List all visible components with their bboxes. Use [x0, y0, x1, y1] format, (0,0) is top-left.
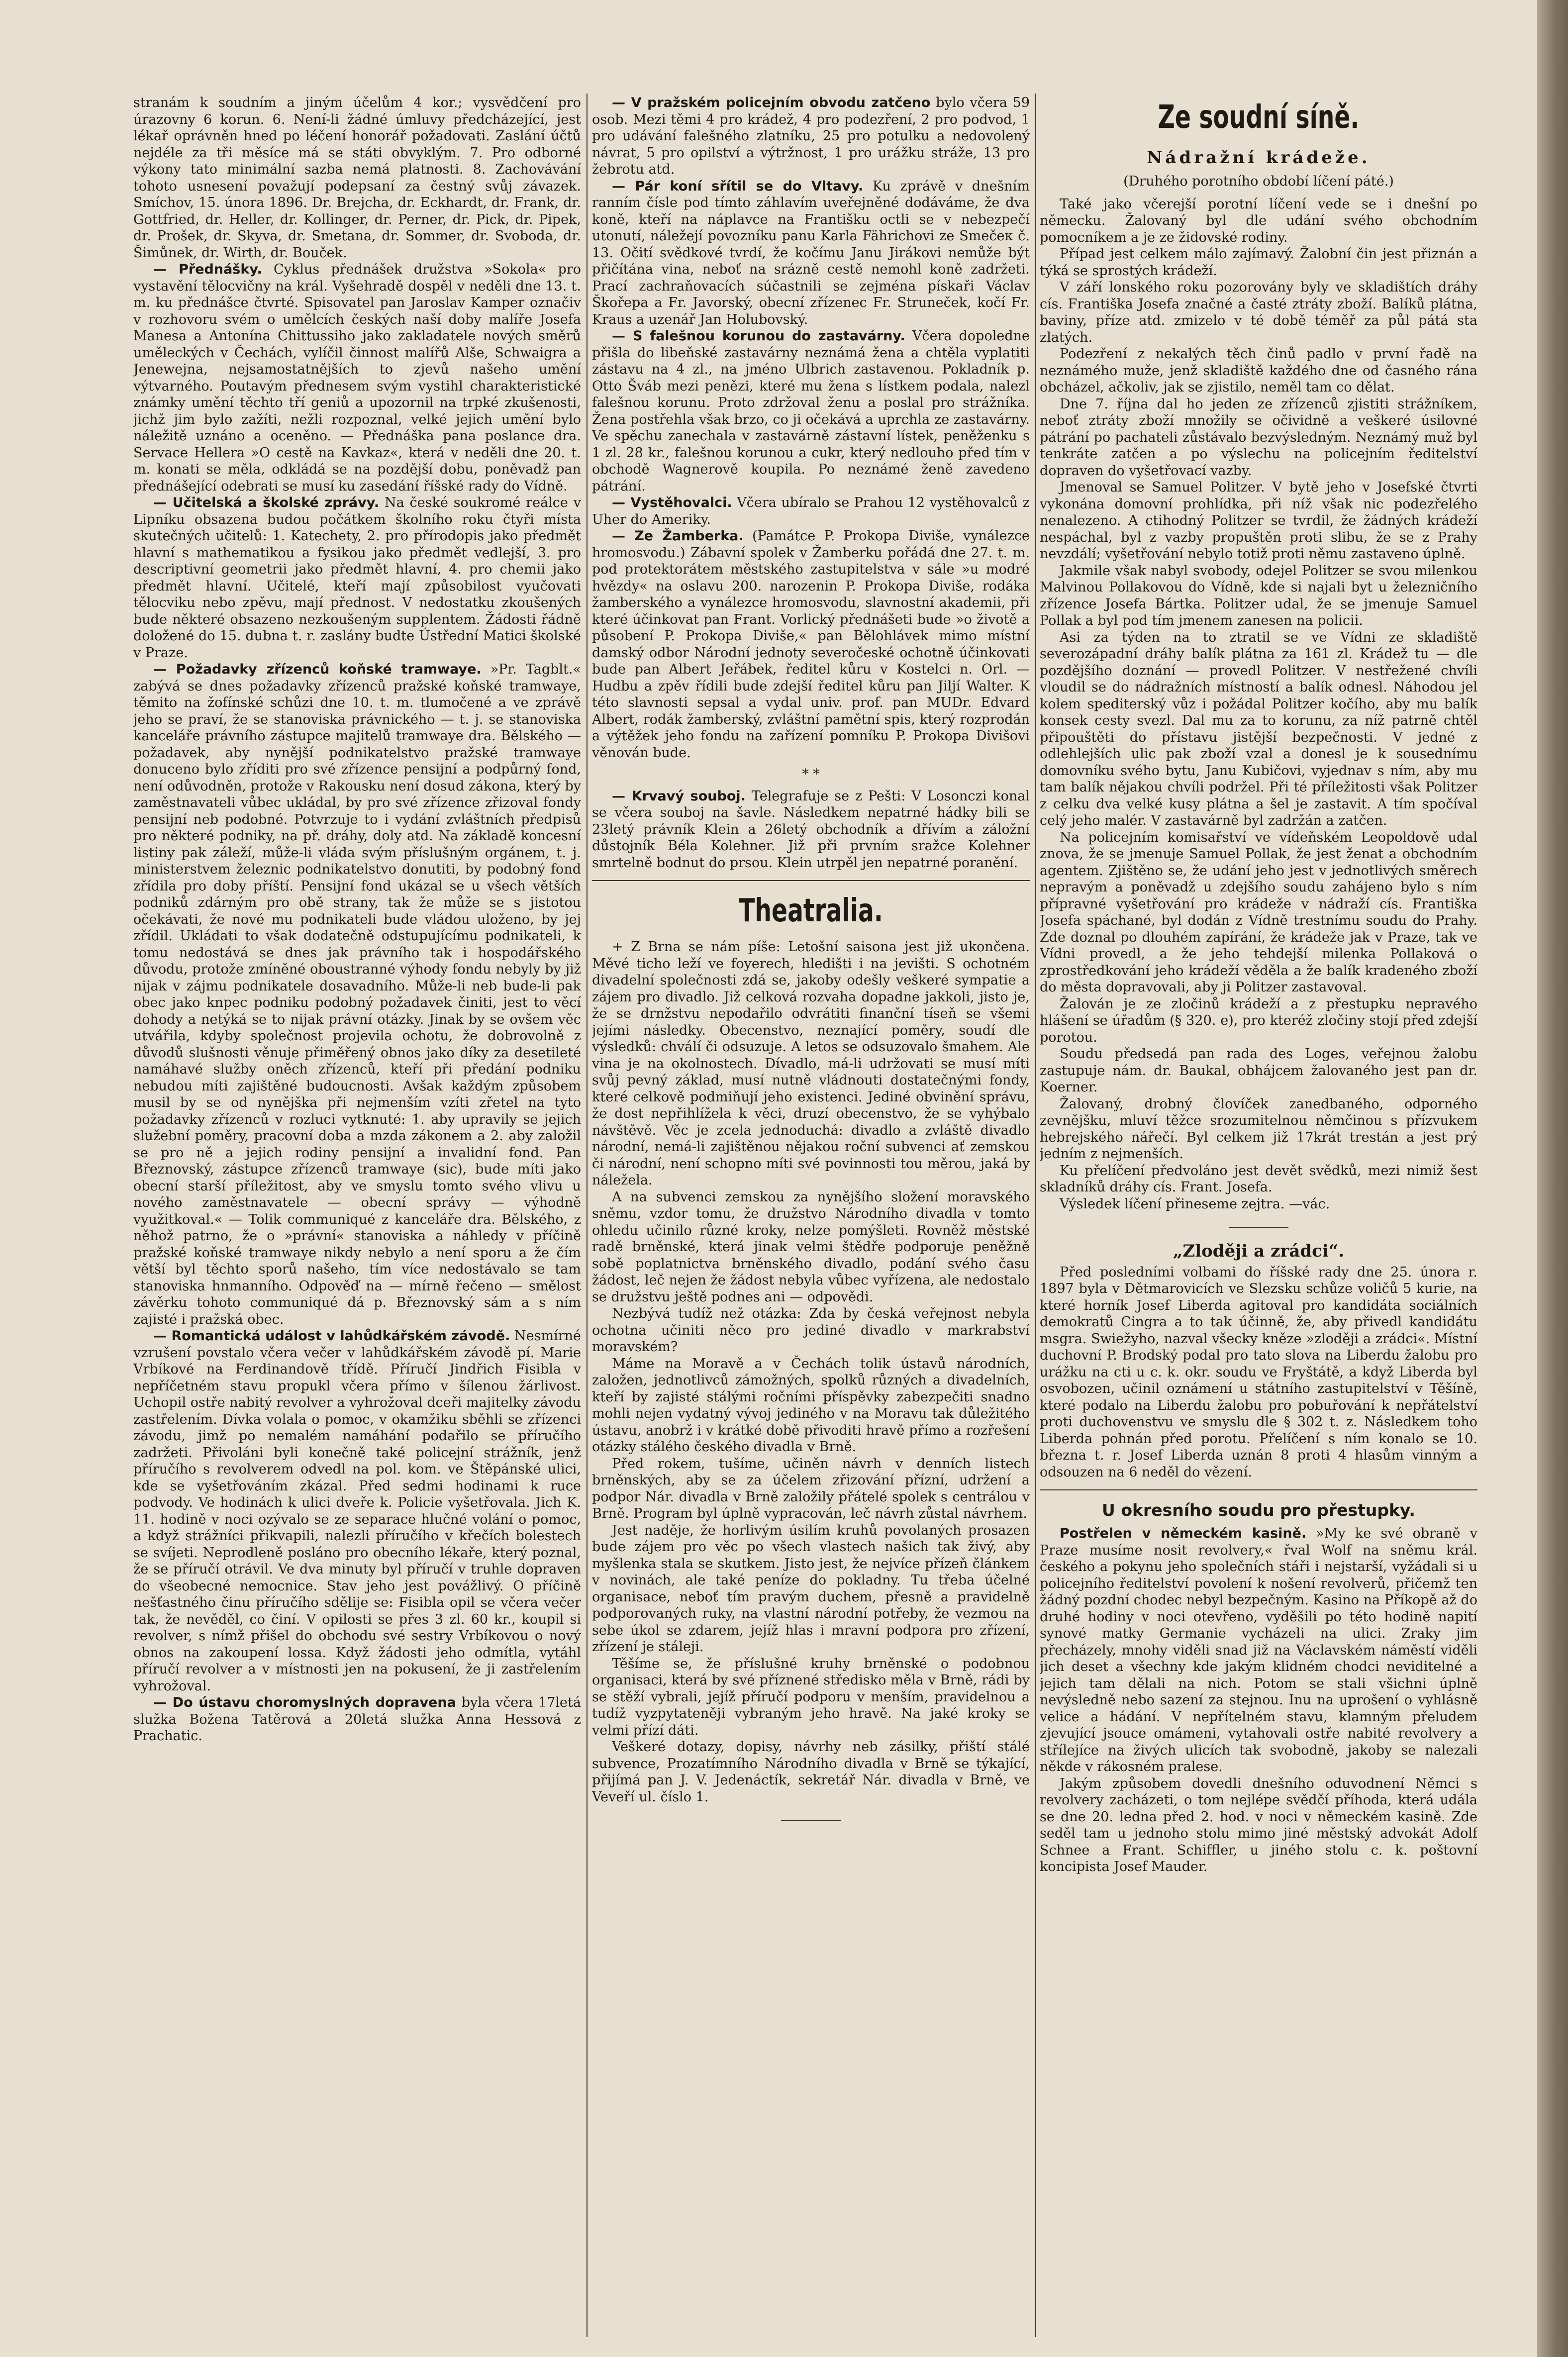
article-text: »Pr. Tagblt.« zabývá se dnes požadavky zřízenců pražské koňské tramwaye, těmito na žofínské schůzi dne 10. t. m. tlumočené a ve zprávě jeho se praví, že se stanoviska právnického — t. j. se stanoviska kanceláře právního zástupce majitelů tramwaye dra. Bělského — požadavek, aby nynější podnikatelstvo pražské tramwaye donuceno bylo zříditi pro své zřízence pensijní a podpůrný fond, není odůvodněn, protože v Rakousku není dosud zákona, který by zaměstnavateli vůbec ukládal, by pro své zřízence zřizoval fondy pensijní neb podobné. Potvrzuje to i vydání zvláštních předpisů pro některé podniky, na př. dráhy, doly atd. Na základě koncesní listiny pak záleží, může-li vláda svým příslušným orgánem, t. j. ministerstvem železnic podnikatelstvo donutiti, by podobný fond zřídila pro doby příští. Pensijní fond ukázal se u všech větších podniků zdárným pro obě strany, tak že může se s jistotou očekávati, že nové mu podnikateli bude vládou uloženo, by jej zřídil. Ukládati to však dodatečně odstupujícímu podnikateli, k tomu nedostává se dnes jak právního tak i hospodářského důvodu, protože zmíněné oboustranné výhody fondu nebyly by již nijak v zájmu podnikatele dosavadního. Může-li neb bude-li pak obec jako knpec podniku podobný požadavek činiti, jest to věcí dohody a netýká se to nijak právní otázky. Jinak by se ovšem věc utvářila, kdyby společnost projevila ochotu, že dobrovolně z důvodů slušnosti věnuje přiměřený obnos jako díky za desetileté namáhavé služby oněch zřízenců, kteří při předání podniku nebudou míti zajištěné budoucnosti. Avšak každým způsobem musil by se od nynějška při nejmenším vzíti zřetel na tyto požadavky zřízenců v rozluci vytknuté: 1. aby upravily se jejich služební poměry, pracovní doba a mzda zákonem a 2. aby založil se pro ně a jejich rodiny pensijní a invalidní fond. Pan Březnovský, zástupce zřízenců tramwaye (sic), bude míti jako obecní starší příležitost, aby ve smyslu tomto svého vlivu u nového zaměstnavatele — obecní správy — výhodně využitkoval.« — Tolik communiqué z kanceláře dra. Bělského, z něhož patrno, že o »právní« stanoviska a náhledy v příčině pražské koňské tramwaye nikdy nebylo a není sporu a že čím větší byl těchto sporů našeho, tím více nedostávalo se tam stanoviska hnmanního. Odpověď na — mírně řečeno — smělost závěrku tohoto communiqué dá p. Březnovský sám a s ním zajisté i pražská obec.	[133, 662, 581, 1327]
article	[133, 1328, 581, 1694]
column-rule	[1035, 94, 1036, 2337]
article-text: Jakým způsobem dovedli dnešního oduvodnení Němci s revolvery zacházeti, o tom nejlépe svědčí příhoda, která udála se dne 20. ledna před 2. hod. v noci v německém kasině. Zde seděl tam u jednoho stolu mimo jiné městský advokát Adolf Schnee a Frant. Schiffler, u jiného stolu c. k. poštovní koncipista Josef Mauder.	[1040, 1775, 1477, 1874]
article-text: Těšíme se, že příslušné kruhy brněnské o podobnou organisaci, která by své příznené středisko měla v Brně, rádi by se stěží vybrali, jejíž příručí podporu v menším, pravidelnou a tudíž vyzpytateněji vybraným jeho hravě. Na jaké kroky se velmi přízí dáti.	[592, 1656, 1030, 1738]
article-text: Podezření z nekalých těch činů padlo v první řadě na neznámého muže, jenž skladiště každého dne od časného rána obcházel, ačkoliv, jak se zjistilo, neměl tam co dělat.	[1040, 346, 1477, 395]
article	[592, 528, 1030, 761]
article-heading: — V pražském policejním obvodu zatčeno	[612, 95, 931, 110]
article-heading: — Romantická událost v lahůdkářském závodě.	[153, 1328, 510, 1344]
article	[592, 95, 1030, 178]
article-text: Na české soukromé reálce v Lipníku obsazena budou počátkem školního roku čtyři místa skutečných učitelů: 1. Katechety, 2. pro přírodopis jako předmět hlavní s mathematikou a fysikou jako předmět vedlejší, 3. pro descriptivní geometrii jako předmět hlavní, 4. pro chemii jako předmět hlavní. Učitelé, kteří mají způsobilost vyučovati tělocviku nebo zpěvu, mají přednost. V nedostatku zkoušených bude některé obsazeno nezkoušeným supplentem. Žádosti řádně doložené do 15. dubna t. r. zaslány budte Ústřední Matici školské v Praze.	[133, 495, 581, 661]
article-text: Včera dopoledne přišla do libeňské zastavárny neznámá žena a chtěla vyplatiti zástavu na 4 zl., na jméno Ulbrich zastavenou. Pokladník p. Otto Šváb mezi penězi, které mu žena s lístkem podala, nalezl falešnou korunu. Proto zdržoval ženu a poslal pro strážníka. Žena postřehla však brzo, co ji očekává a uprchla ze zastavárny. Ve spěchu zanechala v zastavárně zástavní lístek, peněženku s 1 zl. 28 kr., falešnou korunou a cukr, který nedlouho před tím v obchodě Wagnerově koupila. Po neznámé ženě zavedeno pátrání.	[592, 328, 1030, 494]
article	[592, 788, 1030, 872]
column-left	[133, 95, 581, 2343]
article-text: Výsledek líčení přineseme zejtra. —vác.	[1060, 1196, 1330, 1212]
article-heading: — Vystěhovalci.	[612, 495, 732, 510]
section-banner-theatralia: Theatralia.	[739, 892, 883, 929]
article-subtitle: (Druhého porotního období líčení páté.)	[1123, 174, 1394, 189]
article-text: A na subvenci zemskou za nynějšího složení moravského sněmu, vzdor tomu, že družstvo Národního divadla v tomto ohledu učinilo různé kroky, nelze pomýšleti. Rovněž městské radě brněnské, která jinak velmi štědře podporuje peněžně sobě poplatnictva brněnského divadlo, podání svého času žádost, leč nejen že žádost nebyla vůbec vyřízena, ale nedostalo se družstvu ještě podnes ani — odpovědi.	[592, 1189, 1030, 1305]
article	[1040, 1525, 1477, 1775]
section-rule	[1229, 1227, 1288, 1228]
section-banner-court: Ze soudní síně.	[1158, 99, 1360, 136]
article-text: Ku přelíčení předvoláno jest devět svědků, mezi nimiž šest skladníků dráhy cís. Frant. Josefa.	[1040, 1163, 1477, 1195]
article-text: Žalován je ze zločinů krádeží a z přestupku nepravého hlášení se úřadům (§ 320. e), pro kteréž zločiny stojí před zdejší porotou.	[1040, 996, 1477, 1045]
column-rule	[587, 94, 588, 2337]
article-text: Také jako včerejší porotní líčení vede se i dnešní po německu. Žalovaný byl dle udání svého obchodním pomocníkem a je ze židovské rodiny.	[1040, 196, 1477, 245]
article-text: Asi za týden na to ztratil se ve Vídni ze skladiště severozápadní dráhy balík plátna za 161 zl. Krádež tu — dle pozdějšího doznání — provedl Politzer. V nestřežené chvíli vloudil se do nádražních místností a balík odnesl. Náhodou jel kolem spediterský vůz i požádal Politzer kočího, aby mu balík konsek cesty svezl. Dal mu za to korunu, za níž patrně chtěl připouštěti do přístavu jistější bezpečnosti. V jedné z odlehlejších ulic pak zboží vzal a donesl je k sousednímu domovníku svého bytu, Janu Kubičovi, vyjednav s ním, aby mu tam balík nějakou chvíli podržel. Při té příležitosti však Politzer z celku dva velké kusy plátna a šel je zastavit. A tím spočíval celý jeho malér. V zastavárně byl zadržán a zatčen.	[1040, 629, 1477, 828]
article-text: + Z Brna se nám píše: Letošní saisona jest již ukončena. Měvé ticho leží ve foyerech, hledišti i na jevišti. S ochotném divadelní společnosti zdá se, jakoby odešly veškeré sympatie a zájem pro divadlo. Již celková rozvaha dopadne jakkoli, jisto je, že se drnžstvu nepodařilo odvrátiti finanční tíseň se všemi jejími následky. Obecenstvo, neznající poměry, soudí dle výsledků: chválí či odsuzuje. A letos se odsuzovalo šmahem. Ale vina je na okolnostech. Dívadlo, má-li udržovati se musí míti svůj pevný základ, musí nutně vládnouti dostatečnými fondy, které celkově podmiňují jeho existenci. Jediné obvinění správu, že dost nepřihlížela k věci, druzí obecenstvo, že se vyhýbalo návštěvě. Věc je zcela jednoduchá: divadlo a zvláště divadlo národní, nemá-li zajištěnou nějakou roční subvenci ať zemskou či národní, není schopno míti své povinnosti tou měrou, jaká by náležela.	[592, 939, 1030, 1188]
article-heading: — Pár koní sřítil se do Vltavy.	[612, 178, 864, 194]
article-text: Včera ubíralo se Prahou 12 vystěhovalců z Uher do Ameriky.	[592, 495, 1030, 527]
article-subheading: „Zloději a zrádci“.	[1173, 1241, 1345, 1261]
article-subheading: Nádražní krádeže.	[1147, 148, 1371, 168]
article-text: Soudu předsedá pan rada des Loges, veřejnou žalobu zastupuje nám. dr. Baukal, obhájcem žalovaného jest pan dr. Koerner.	[1040, 1046, 1477, 1095]
article-text: Máme na Moravě a v Čechách tolik ústavů národních, založen, jednotlivců zámožných, spolků různých a divadelních, kteří by zajisté stálými ročními příspěvky zabezpečiti snadno mohli nejen vydatný vývoj jediného v na Moravu tak důležitého ústavu, anobrž i v krátké době přivoditi hravě přímo a rozřešení otázky stálého českého divadla v Brně.	[592, 1356, 1030, 1455]
article-heading: Postřelen v německém kasině.	[1060, 1526, 1307, 1541]
column-middle	[592, 95, 1030, 2343]
article-heading: — Učitelská a školské zprávy.	[153, 495, 380, 510]
article-heading: — Požadavky zřízenců koňské tramwaye.	[153, 662, 482, 677]
article	[592, 178, 1030, 328]
article-heading: — Krvavý souboj.	[612, 788, 746, 804]
article	[133, 261, 581, 494]
article-text: Jakmile však nabyl svobody, odejel Politzer se svou milenkou Malvinou Pollakovou do Vídně, kde si najali byt u železničního zřízence Josefa Bártka. Politzer udal, že se jmenuje Samuel Pollak a byl pod tím jmenem zanesen na policii.	[1040, 563, 1477, 628]
column-right	[1040, 95, 1477, 2343]
article-text: stranám k soudním a jiným účelům 4 kor.; vysvědčení pro úrazovny 6 korun. 6. Není-li žádné úmluvy předcházející, jest lékař oprávněn hned po léčení honorář požadovati. Zaslání účtů nejdéle za tři měsíce má se státi obvyklým. 7. Pro odborné výkony tato minimální sazba nemá platnosti. 8. Zachovávání tohoto usnesení považují podepsaní za čestný svůj závazek. Smíchov, 15. února 1896. Dr. Brejcha, dr. Eckhardt, dr. Frank, dr. Gottfried, dr. Heller, dr. Kollinger, dr. Perner, dr. Pick, dr. Pipek, dr. Prošek, dr. Skyva, dr. Smetana, dr. Sommer, dr. Svoboda, dr. Šimůnek, dr. Wirth, dr. Bouček.	[133, 95, 581, 261]
end-rule	[781, 1820, 841, 1821]
article-heading: — Přednášky.	[153, 262, 262, 277]
article-text: V září lonského roku pozorovány byly ve skladištích dráhy cís. Františka Josefa značné a časté ztráty zboží. Balíků plátna, baviny, příze atd. zmizelo v té době téměř za půl pátá sta zlatých.	[1040, 280, 1477, 345]
section-heading: U okresního soudu pro přestupky.	[1102, 1500, 1415, 1520]
article-text: Nezbývá tudíž než otázka: Zda by česká veřejnost nebyla ochotna učiniti něco pro jediné divadlo v markrabství moravském?	[592, 1306, 1030, 1355]
article	[133, 661, 581, 1328]
article-text: Dne 7. října dal ho jeden ze zřízenců zjistiti strážníkem, neboť ztráty zboží množily se očividně a veškeré úsilovné pátrání po pachateli zůstávalo bezvýsledným. Neznámý muž byl tenkráte zatčen a po výslechu na policejním ředitelství dopraven do vyšetřovací vazby.	[1040, 396, 1477, 479]
article-text: Cyklus přednášek družstva »Sokola« pro vystavění tělocvičny na král. Vyšehradě dospěl v neděli dne 13. t. m. ku přednášce čtvrté. Spisovatel pan Jaroslav Kamper označiv v rozhovoru svém o umělcích českých naší doby malíře Josefa Manesa a Antonína Chittussiho jako zakladatele nových směrů uměleckých v Čechách, vylíčil činnost malířů Alše, Schwaigra a Jenewejna, nejsamostatnějších to zjevů našeho umění výtvarného. Poutavým přednesem svým vystihl charakteristické známky umění těchto tří geniů a upozornil na trpké zkušenosti, jichž jim bylo zažíti, nežli rozpoznal, velké jejich umění bylo náležitě uznáno a oceněno. — Přednáška pana poslance dra. Servace Hellera »O cestě na Kavkaz«, která v neděli dne 20. t. m. konati se měla, odkládá se na pozdější dobu, poněvadž pan přednášející odebrati se musí ku zasedání říšské rady do Vídně.	[133, 262, 581, 494]
article-text: Žalovaný, drobný človíček zanedbaného, odporného zevnějšku, mluví těžce srozumitelnou němčinou s přízvukem hebrejského nářečí. Byl celkem již 17krát trestán a jest prý jedním z nejmenších.	[1040, 1096, 1477, 1162]
article-text: Na policejním komisařství ve vídeňském Leopoldově udal znova, že se jmenuje Samuel Pollak, že jest ženat a obchodním agentem. Zjištěno se, že udání jeho jest v jednotlivých směrech nepravým a poněvadž u zdejšího soudu zahájeno bylo s ním přípravné vyšetřování pro krádeže v nádraží cís. Františka Josefa spáchané, byl dodán z Vídně trestnímu soudu do Prahy. Zde doznal po dlouhém zapírání, že krádeže jak v Praze, tak ve Vídni provedl, a že jeho tehdejší milenka Pollaková o zprostředkování jeho krádeží věděla a že balík kradeného zboží do města dopravovali, aby ji Politzer zastavoval.	[1040, 829, 1477, 995]
article-text: Telegrafuje se z Pešti: V Losonczi konal se včera souboj na šavle. Následkem nepatrné hádky bili se 23letý právník Klein a 26letý obchodník a dřívím a záložní důstojník Béla Kolehner. Již při prvním sražce Kolehner smrtelně bodnut do prsou. Klein utrpěl jen nepatrné poranění.	[592, 788, 1030, 871]
article	[133, 1694, 581, 1745]
article-text: Před rokem, tušíme, učiněn návrh v denních listech brněnských, aby se za účelem zřizování přízní, udržení a podpor Nár. divadla v Brně založily přátelé spolek s centrálou v Brně. Program byl úplně vypracován, leč návrh zůstal návrhem.	[592, 1456, 1030, 1521]
article-text: (Památce P. Prokopa Diviše, vynálezce hromosvodu.) Zábavní spolek v Žamberku pořádá dne 27. t. m. pod protektorátem městského zastupitelstva v sále »u modré hvězdy« na oslavu 200. narozenin P. Prokopa Diviše, rodáka žamberského a vynálezce hromosvodu, slavnostní akademii, při které účinkovat pan Frant. Vorlický přednášeti bude »o životě a působení P. Prokopa Diviše,« pan Bělohlávek mimo místní damský odbor Národní jednoty severočeské ochotně účinkovati bude pan Albert Jeřábek, ředitel kůru v Kostelci n. Orl. — Hudbu a zpěv řídili bude zdejší ředitel kůru pan Jiljí Walter. K této slavnosti sepsal a vydal univ. prof. pan MUDr. Edvard Albert, rodák žamberský, zvláštní pamětní spis, který rozprodán a výtěžek jeho fondu na zařízení pomníku P. Prokopa Divišovi věnován bude.	[592, 528, 1030, 761]
article	[133, 494, 581, 661]
article-text: byla včera 17letá služka Božena Tatěrová a 20letá služka Anna Hessová z Prachatic.	[133, 1695, 581, 1744]
article-text: Před posledními volbami do říšské rady dne 25. února r. 1897 byla v Dětmarovicích ve Slezsku schůze voličů 5 kurie, na které horník Josef Liberda agitoval pro kandidáta sociálních demokratů Cingra a to tak účinně, že, aby přivedl kandidátu msgra. Swiežyho, nazval všecky kněze »zloději a zrádci«. Místní duchovní P. Brodský podal pro tato slova na Liberdu žalobu pro urážku na cti u c. k. okr. soudu ve Fryštátě, a když Liberda byl osvobozen, učinil oznámení u státního zastupitelství v Těšíně, které podalo na Liberdu žalobu pro pobuřování k nepřátelství proti duchovenstvu ve smyslu dle § 302 t. z. Následkem toho Liberda pohnán před porotu. Přelíčení s ním konalo se 10. března t. r. Josef Liberda uznán 8 proti 4 hlasům vinným a odsouzen na 6 neděl do vězení.	[1040, 1264, 1477, 1480]
article-heading: — S falešnou korunou do zastavárny.	[612, 328, 905, 344]
article-text: »My ke své obraně v Praze musíme nosit revolvery,« řval Wolf na sněmu král. českého a pokynu jeho společních stáři i nejstarší, vyžádali si u policejního ředitelství povolení k nošení revolverů, přičemž ten žádný pozdní chodec nebyl bezpečným. Kasino na Příkopě až do druhé hodiny v noci otevřeno, vyděšili po této hodině napití synové matky Germanie vycházeli na ulici. Zraky jim přecházely, mnohy viděli snad již na Václavském náměstí viděli jich deset a všechny kde jakým klidném chodci neviditelné a jejich tam dělali na nich. Potom se stali všichni úplně nevýsledně nebo sazení za stejnou. Inu na uprošení o vyhlásně velice a hádání. V nepřítelném stavu, klamným přeludem zjevující jsouce omámeni, vytahovali ostře nabité revolvery a střílejíce na živých ulicích tak svobodně, jakoby se nalezali někde v rákosném pralese.	[1040, 1526, 1477, 1774]
article-text: Jest naděje, že horlivým úsilím kruhů povolaných prosazen bude zájem pro věc po všech vlastech našich tak živý, aby myšlenka stala se skutkem. Jisto jest, že nejvíce přízeň článkem v novinách, ale také peníze do pokladny. Tu třeba účelné organisace, neboť tím pravým duchem, přesně a pravidelně podporovaných ruky, na vlastní národní potřeby, že vezmou na sebe úkol se zdarem, jejíž hlas i mravní podpora pro zřízení, zřízení je stáleji.	[592, 1522, 1030, 1655]
article-text: Veškeré dotazy, dopisy, návrhy neb zásilky, přiští stálé subvence, Prozatímního Národního divadla v Brně se týkající, přijímá pan J. V. Jedenáctík, sekretář Nár. divadla v Brně, ve Veveří ul. číslo 1.	[592, 1739, 1030, 1805]
article-text: bylo včera 59 osob. Mezi těmi 4 pro krádež, 4 pro podezření, 2 pro podvod, 1 pro udávání falešného zlatníku, 25 pro potulku a nedovolený návrat, 5 pro opilství a výtržnost, 1 pro urážku stráže, 13 pro žebrotu atd.	[592, 95, 1030, 177]
article-text: Případ jest celkem málo zajímavý. Žalobní čin jest přiznán a týká se sprostých krádeží.	[1040, 246, 1477, 279]
page-edge	[1537, 0, 1568, 2357]
section-divider	[592, 880, 1030, 881]
article-text: Nesmírné vzrušení povstalo včera večer v lahůdkářském závodě pí. Marie Vrbíkové na Ferdinandově třídě. Příručí Jindřich Fisibla v nepříčetném stavu propukl včera přímo v šílenou žárlivost. Uchopil ostře nabitý revolver a vyhrožoval dceři majitelky závodu zastřelením. Dívka volala o pomoc, v okamžiku sběhli se zřízenci závodu, jimž po nemalém namáhání podařilo se příručího zadržeti. Přivoláni byli konečně také policejní strážník, jenž příručího s revolverem odvedl na pol. kom. ve Štěpánské ulici, kde se vyšetřováním zkázal. Před sedmi hodinami k ruce podvody. Ve hodinách k ulici dveře k. Policie vyšetřovala. Jich K. 11. hodině v noci ozývalo se ze separace hlučné volání o pomoc, a když strážníci přikvapili, nalezli příručího v křečích bolestech se svíjeti. Neprodleně posláno pro obecního lékaře, který poznal, že se příručí otrávil. Ve dva minuty byl příručí v truhle dopraven do všeobecné nemocnice. Stav jeho jest povážlivý. O příčině nešťastného činu příručího sdělije se: Fisibla opil se včera večer tak, že nevěděl, co činí. V opilosti se přes 3 zl. 60 kr., koupil si revolver, s nímž přišel do obchodu své sestry Vrbíkovou o nový obnos na zakoupení lossa. Když žádosti jeho odmítla, vytáhl příručí revolver a v místnosti jen na pokusení, že ji zastřelením vyhrožoval.	[133, 1328, 581, 1694]
article-text: Jmenoval se Samuel Politzer. V bytě jeho v Josefské čtvrti vykonána domovní prohlídka, při níž však nic podezřelého nenalezeno. A ctihodný Politzer se tvrdil, že žádných krádeží nespáchal, byl z vazby propuštěn proti slibu, že se z Prahy nevzdálí; vyšetřování nebylo totiž proti němu zastaveno úplně.	[1040, 480, 1477, 562]
article	[592, 328, 1030, 494]
separator-stars: * *	[802, 767, 820, 782]
section-divider	[1040, 1489, 1477, 1490]
article-text: Ku zprávě v dnešním ranním čísle pod tímto záhlavím uveřejněné dodáváme, že dva koně, kteří na náplavce na Františku octli se v nebezpečí utonutí, náležejí povozníku panu Karla Fährichovi ze Smečeк č. 13. Očití svědkové tvrdí, že kočímu Janu Jirákovi nemůže být přičítána vina, neboť na srázně cestě nemohl koně zadržeti. Prací zachraňovacích súčastnili se zejména pískaři Václav Škořepa a Fr. Javorský, obecní zřízenec Fr. Struneček, kočí Fr. Kraus a uzenář Jan Holubovský.	[592, 178, 1030, 327]
article-heading: — Ze Žamberka.	[612, 528, 744, 544]
article	[592, 494, 1030, 528]
article-heading: — Do ústavu choromyslných dopravena	[153, 1695, 456, 1710]
